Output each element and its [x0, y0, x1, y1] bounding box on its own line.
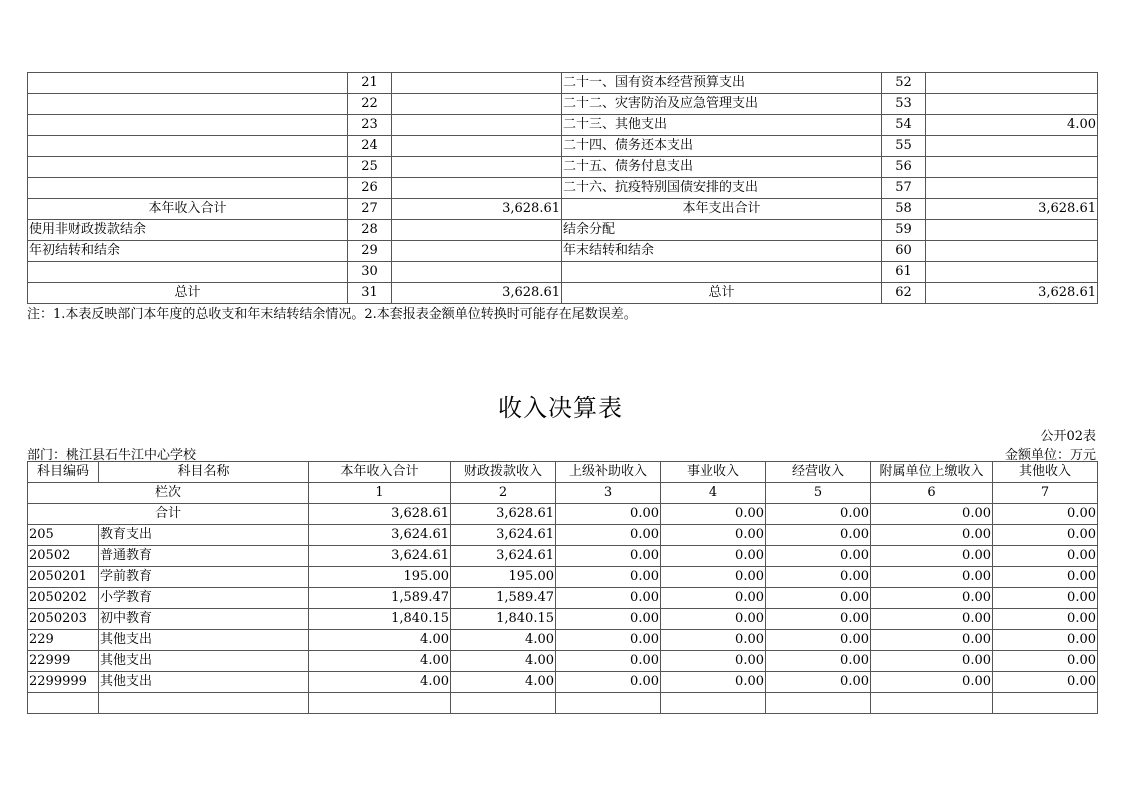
amount-cell: 4.00 [309, 651, 451, 672]
header-cell: 财政拨款收入 [451, 462, 556, 483]
amount-cell: 0.00 [766, 651, 871, 672]
income-item-label [28, 73, 348, 94]
line-number: 61 [882, 262, 926, 283]
income-item-label [28, 157, 348, 178]
table-row [28, 630, 1098, 651]
amount-cell: 4.00 [309, 630, 451, 651]
expenditure-amount [926, 220, 1098, 241]
column-number-cell: 4 [661, 483, 766, 504]
amount-cell: 0.00 [766, 609, 871, 630]
amount-cell: 195.00 [309, 567, 451, 588]
amount-cell: 0.00 [871, 525, 993, 546]
subject-code: 22999 [28, 651, 99, 672]
line-number: 28 [348, 220, 392, 241]
amount-cell: 0.00 [871, 651, 993, 672]
amount-cell: 3,624.61 [451, 546, 556, 567]
line-number: 27 [348, 199, 392, 220]
expenditure-amount [926, 157, 1098, 178]
income-item-label: 使用非财政拨款结余 [28, 220, 348, 241]
header-cell: 本年收入合计 [309, 462, 451, 483]
table-row [28, 588, 1098, 609]
amount-cell: 0.00 [766, 546, 871, 567]
income-amount: 3,628.61 [392, 199, 562, 220]
amount-cell: 0.00 [993, 609, 1098, 630]
line-number: 53 [882, 94, 926, 115]
amount-cell: 0.00 [661, 672, 766, 693]
expenditure-amount: 4.00 [926, 115, 1098, 136]
expenditure-amount [926, 136, 1098, 157]
form-number: 公开02表 [1040, 429, 1096, 444]
header-cell: 附属单位上缴收入 [871, 462, 993, 483]
table-row [28, 199, 1098, 220]
amount-cell [309, 693, 451, 714]
table-row [28, 94, 1098, 115]
income-amount [392, 115, 562, 136]
amount-cell: 0.00 [993, 567, 1098, 588]
amount-cell: 0.00 [871, 630, 993, 651]
total-value-cell: 0.00 [556, 504, 661, 525]
expenditure-amount [926, 73, 1098, 94]
column-number-cell: 1 [309, 483, 451, 504]
subject-name: 其他支出 [99, 651, 309, 672]
amount-cell: 0.00 [766, 630, 871, 651]
amount-cell [451, 693, 556, 714]
income-item-label [28, 94, 348, 115]
table-row [28, 283, 1098, 304]
amount-cell [993, 693, 1098, 714]
income-amount [392, 94, 562, 115]
income-amount [392, 262, 562, 283]
column-number-cell: 7 [993, 483, 1098, 504]
amount-cell: 4.00 [451, 651, 556, 672]
amount-cell: 0.00 [871, 567, 993, 588]
line-number: 24 [348, 136, 392, 157]
header-cell: 事业收入 [661, 462, 766, 483]
income-item-label: 总计 [28, 283, 348, 304]
subject-name: 小学教育 [99, 588, 309, 609]
line-number: 23 [348, 115, 392, 136]
subject-code: 205 [28, 525, 99, 546]
amount-cell [556, 693, 661, 714]
income-item-label [28, 178, 348, 199]
department-label: 部门：桃江县石牛江中心学校 [27, 448, 197, 463]
amount-cell: 0.00 [766, 588, 871, 609]
amount-cell: 1,589.47 [451, 588, 556, 609]
amount-cell: 4.00 [309, 672, 451, 693]
expenditure-amount: 3,628.61 [926, 283, 1098, 304]
expenditure-item-label: 年末结转和结余 [562, 241, 882, 262]
line-number: 59 [882, 220, 926, 241]
line-number: 31 [348, 283, 392, 304]
column-number-cell: 2 [451, 483, 556, 504]
subject-code: 2050201 [28, 567, 99, 588]
amount-cell: 0.00 [661, 525, 766, 546]
line-number: 29 [348, 241, 392, 262]
expenditure-item-label: 二十二、灾害防治及应急管理支出 [562, 94, 882, 115]
amount-cell: 1,840.15 [451, 609, 556, 630]
expenditure-amount [926, 178, 1098, 199]
expenditure-amount: 3,628.61 [926, 199, 1098, 220]
expenditure-item-label: 二十五、债务付息支出 [562, 157, 882, 178]
column-number-cell: 3 [556, 483, 661, 504]
table-row [28, 241, 1098, 262]
amount-cell: 0.00 [993, 630, 1098, 651]
column-number-cell: 5 [766, 483, 871, 504]
amount-cell: 0.00 [556, 567, 661, 588]
amount-cell: 0.00 [766, 672, 871, 693]
amount-cell: 0.00 [993, 525, 1098, 546]
line-number: 56 [882, 157, 926, 178]
amount-cell: 0.00 [993, 672, 1098, 693]
subject-code: 229 [28, 630, 99, 651]
amount-cell: 0.00 [661, 630, 766, 651]
income-item-label [28, 115, 348, 136]
income-amount [392, 157, 562, 178]
subject-name: 其他支出 [99, 672, 309, 693]
table-note: 注：1.本表反映部门本年度的总收支和年末结转结余情况。2.本套报表金额单位转换时可能存在尾数误差。 [27, 307, 637, 322]
total-value-cell: 0.00 [871, 504, 993, 525]
table-row [28, 262, 1098, 283]
amount-cell: 0.00 [556, 672, 661, 693]
line-number: 30 [348, 262, 392, 283]
line-number: 25 [348, 157, 392, 178]
amount-cell: 0.00 [871, 588, 993, 609]
header-cell: 科目名称 [99, 462, 309, 483]
table-row [28, 546, 1098, 567]
header-row [28, 462, 1098, 483]
column-number-cell: 6 [871, 483, 993, 504]
amount-cell: 0.00 [556, 609, 661, 630]
amount-cell: 0.00 [556, 651, 661, 672]
table-row [28, 178, 1098, 199]
expenditure-amount [926, 241, 1098, 262]
line-number: 55 [882, 136, 926, 157]
subject-name: 学前教育 [99, 567, 309, 588]
amount-cell: 0.00 [871, 546, 993, 567]
subject-code: 20502 [28, 546, 99, 567]
table-row [28, 220, 1098, 241]
expenditure-amount [926, 262, 1098, 283]
total-value-cell: 3,628.61 [451, 504, 556, 525]
amount-cell: 0.00 [871, 609, 993, 630]
subject-code: 2050202 [28, 588, 99, 609]
line-number: 52 [882, 73, 926, 94]
amount-cell: 3,624.61 [309, 546, 451, 567]
line-number: 21 [348, 73, 392, 94]
income-item-label: 年初结转和结余 [28, 241, 348, 262]
amount-cell: 1,840.15 [309, 609, 451, 630]
amount-cell: 0.00 [556, 630, 661, 651]
subject-name: 初中教育 [99, 609, 309, 630]
total-value-cell: 3,628.61 [309, 504, 451, 525]
line-number: 54 [882, 115, 926, 136]
expenditure-item-label: 结余分配 [562, 220, 882, 241]
line-number: 60 [882, 241, 926, 262]
table-row [28, 693, 1098, 714]
amount-cell: 4.00 [451, 672, 556, 693]
amount-cell: 0.00 [993, 546, 1098, 567]
amount-cell: 0.00 [661, 567, 766, 588]
amount-cell: 0.00 [556, 546, 661, 567]
income-amount [392, 73, 562, 94]
amount-cell: 0.00 [661, 651, 766, 672]
expenditure-item-label: 总计 [562, 283, 882, 304]
income-item-label: 本年收入合计 [28, 199, 348, 220]
income-amount [392, 241, 562, 262]
amount-cell: 0.00 [556, 525, 661, 546]
subject-name: 教育支出 [99, 525, 309, 546]
amount-cell: 3,624.61 [309, 525, 451, 546]
page-title: 收入决算表 [498, 394, 623, 422]
expenditure-amount [926, 94, 1098, 115]
amount-cell [766, 693, 871, 714]
table-row [28, 136, 1098, 157]
subject-name: 普通教育 [99, 546, 309, 567]
amount-cell: 1,589.47 [309, 588, 451, 609]
subject-code: 2299999 [28, 672, 99, 693]
column-label-cell: 栏次 [28, 483, 309, 504]
amount-cell: 0.00 [993, 588, 1098, 609]
amount-cell: 0.00 [661, 588, 766, 609]
line-number: 22 [348, 94, 392, 115]
total-label-cell: 合计 [28, 504, 309, 525]
header-cell: 科目编码 [28, 462, 99, 483]
expenditure-item-label [562, 262, 882, 283]
expenditure-item-label: 二十一、国有资本经营预算支出 [562, 73, 882, 94]
amount-cell [661, 693, 766, 714]
amount-cell: 0.00 [766, 567, 871, 588]
column-number-row [28, 483, 1098, 504]
table-row [28, 73, 1098, 94]
income-amount [392, 136, 562, 157]
amount-unit-label: 金额单位：万元 [1004, 448, 1096, 463]
income-final-accounts-table [27, 461, 1098, 714]
summary-table-body [28, 73, 1098, 304]
amount-cell [871, 693, 993, 714]
income-amount: 3,628.61 [392, 283, 562, 304]
income-table-body [28, 525, 1098, 714]
amount-cell: 0.00 [556, 588, 661, 609]
subject-name [99, 693, 309, 714]
expenditure-item-label: 本年支出合计 [562, 199, 882, 220]
amount-cell: 0.00 [993, 651, 1098, 672]
amount-cell: 4.00 [451, 630, 556, 651]
income-item-label [28, 262, 348, 283]
table-row [28, 672, 1098, 693]
table-row [28, 525, 1098, 546]
amount-cell: 0.00 [871, 672, 993, 693]
table-row [28, 651, 1098, 672]
table-row [28, 609, 1098, 630]
subject-code [28, 693, 99, 714]
amount-cell: 0.00 [766, 525, 871, 546]
expenditure-item-label: 二十六、抗疫特别国债安排的支出 [562, 178, 882, 199]
table-row [28, 115, 1098, 136]
line-number: 26 [348, 178, 392, 199]
income-item-label [28, 136, 348, 157]
amount-cell: 0.00 [661, 546, 766, 567]
header-cell: 上级补助收入 [556, 462, 661, 483]
line-number: 58 [882, 199, 926, 220]
line-number: 62 [882, 283, 926, 304]
expenditure-item-label: 二十四、债务还本支出 [562, 136, 882, 157]
expenditure-item-label: 二十三、其他支出 [562, 115, 882, 136]
header-cell: 其他收入 [993, 462, 1098, 483]
header-cell: 经营收入 [766, 462, 871, 483]
total-row [28, 504, 1098, 525]
line-number: 57 [882, 178, 926, 199]
subject-code: 2050203 [28, 609, 99, 630]
income-amount [392, 220, 562, 241]
income-expenditure-summary-table [27, 72, 1098, 304]
subject-name: 其他支出 [99, 630, 309, 651]
income-amount [392, 178, 562, 199]
total-value-cell: 0.00 [993, 504, 1098, 525]
total-value-cell: 0.00 [766, 504, 871, 525]
amount-cell: 195.00 [451, 567, 556, 588]
table-row [28, 567, 1098, 588]
total-value-cell: 0.00 [661, 504, 766, 525]
table-row [28, 157, 1098, 178]
amount-cell: 0.00 [661, 609, 766, 630]
amount-cell: 3,624.61 [451, 525, 556, 546]
